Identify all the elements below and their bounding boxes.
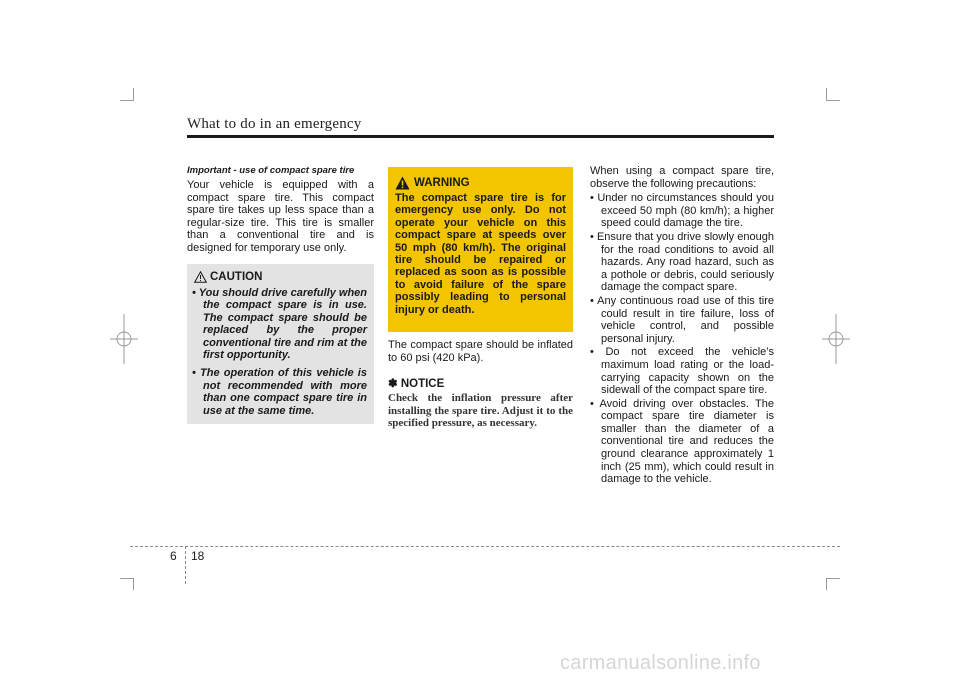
crop-mark bbox=[826, 578, 827, 590]
precautions-intro: When using a compact spare tire, observe the following precautions: bbox=[590, 165, 774, 190]
warning-title: WARNING bbox=[414, 177, 470, 189]
precaution-item: • Do not exceed the vehicle’s maximum load rating or the load-carrying capacity shown on the sidewall of the compact spare tire. bbox=[590, 346, 774, 397]
caution-item: • You should drive carefully when the compact spare is in use. The compact spare should be replaced by the proper conventional tire and rim at the first opportunity. bbox=[192, 287, 368, 362]
right-column bbox=[590, 165, 774, 487]
caution-box bbox=[187, 264, 374, 424]
crop-mark bbox=[826, 100, 840, 101]
caution-item: • The operation of this vehicle is not recommended with more than one compact spare tire in use at the same time. bbox=[192, 367, 367, 417]
warning-triangle-icon bbox=[395, 176, 410, 190]
precaution-item: • Avoid driving over obstacles. The compact spare tire diameter is smaller than the diameter of a conventional tire and reduces the ground clearance approximately 1 inch (25 mm), which could result in damage to the vehicle. bbox=[590, 397, 774, 486]
inflation-paragraph: The compact spare should be inflated to 60 psi (420 kPa). bbox=[388, 339, 573, 364]
precaution-item: • Ensure that you drive slowly enough for the road conditions to avoid all hazards. Any road hazard, such as a pothole or debris, could seriously damage the compact spare. bbox=[590, 230, 774, 294]
caution-list bbox=[192, 287, 367, 423]
caution-triangle-icon bbox=[194, 271, 207, 283]
crop-mark bbox=[120, 578, 134, 579]
footer-divider bbox=[185, 546, 186, 584]
page-number: 18 bbox=[191, 549, 205, 563]
watermark: carmanualsonline.info bbox=[560, 652, 761, 674]
intro-paragraph: Your vehicle is equipped with a compact spare tire. This compact spare tire takes up less space than a regular-size tire. This tire is smaller than a conventional tire and is designed for temporary use only. bbox=[187, 179, 374, 254]
warning-text: The compact spare tire is for emergency use only. Do not operate your vehicle on this compact spare at speeds over 50 mph (80 km/h). The original tire should be repaired or replaced as soon as is possible to avoid failure of the spare possibly leading to personal injury or death. bbox=[395, 192, 566, 316]
precaution-item: • Under no circumstances should you exceed 50 mph (80 km/h); a higher speed could damage the tire. bbox=[590, 192, 774, 230]
precautions-list bbox=[590, 192, 774, 486]
warning-box bbox=[388, 167, 573, 332]
crop-mark bbox=[826, 578, 840, 579]
notice-title: ✽ NOTICE bbox=[388, 378, 445, 390]
crop-mark bbox=[133, 88, 134, 100]
registration-mark-right bbox=[820, 314, 852, 364]
left-column bbox=[187, 165, 374, 255]
subheading: Important - use of compact spare tire bbox=[187, 165, 355, 176]
precaution-item: • Any continuous road use of this tire could result in tire failure, loss of vehicle control, and possible personal injury. bbox=[590, 294, 774, 345]
section-title: What to do in an emergency bbox=[187, 116, 362, 132]
notice-text: Check the inflation pressure after installing the spare tire. Adjust it to the specified pressure, as necessary. bbox=[388, 392, 573, 430]
header-rule bbox=[187, 135, 774, 138]
caution-title: CAUTION bbox=[210, 271, 263, 283]
footer-rule bbox=[130, 546, 840, 547]
crop-mark bbox=[120, 100, 134, 101]
registration-mark-left bbox=[108, 314, 140, 364]
crop-mark bbox=[133, 578, 134, 590]
chapter-number: 6 bbox=[170, 549, 177, 563]
crop-mark bbox=[826, 88, 827, 100]
